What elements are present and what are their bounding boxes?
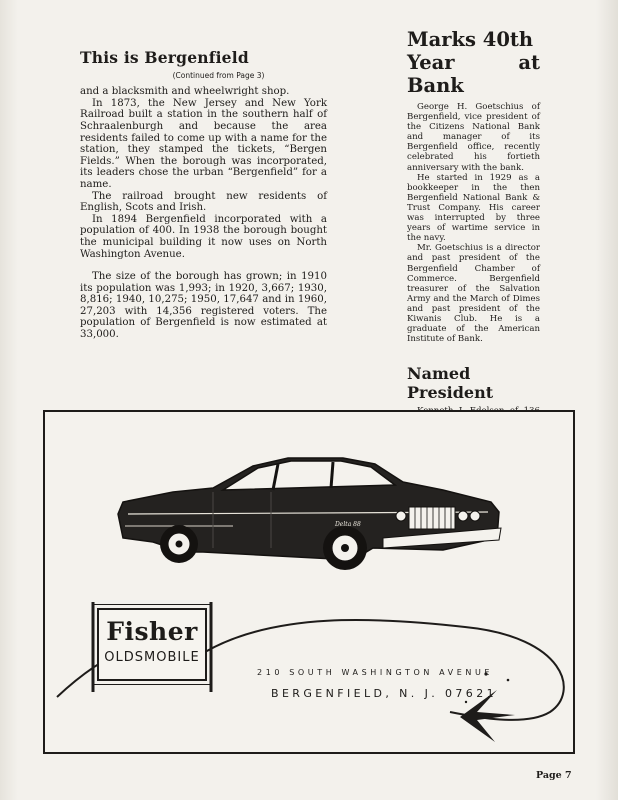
article-paragraph: In 1894 Bergenfield incorporated with a population of 400. In 1938 the borough bought the municipal building it now uses on North Washington Avenue. [80, 213, 327, 260]
article-paragraph: The size of the borough has grown; in 1910 its population was 1,993; in 1920, 3,667; 1930, 8,816; 1940, 10,275; 1950, 17,647 and in 1960, 27,203 with 14,356 registered voters. The population of Bergenfield is now estimated at 33,000. [80, 271, 327, 341]
bank-paragraph: He started in 1929 as a bookkeeper in the then Bergenfield National Bank & Trust Company. His career was interrupted by three years of wartime service in the navy. [407, 172, 540, 244]
dealer-street-address: 210 SOUTH WASHINGTON AVENUE [257, 668, 494, 677]
front-wheel [323, 526, 367, 570]
article-paragraph: and a blacksmith and wheelwright shop. [80, 86, 290, 98]
bank-paragraph: George H. Goetschius of Bergenfield, vice president of the Citizens National Bank and manager of its Bergenfield office, recently celebrated his fortieth anniversary with the bank. [407, 102, 540, 173]
rear-wheel [160, 525, 198, 563]
bank-title-line2: Year at Bank [407, 51, 540, 97]
oldsmobile-car-illustration [113, 452, 505, 572]
bergenfield-article [80, 48, 327, 341]
dealer-advertisement [43, 410, 575, 754]
article-paragraph: In 1873, the New Jersey and New York Railroad built a station in the southern half of Schraalenburgh and because the area residents failed to come up with a name for the station, they stamped the tickets, “Bergen Fields.” When the borough was incorporated, its leaders chose the urban “Bergenfield” for a name. [80, 97, 327, 190]
dealer-brand: OLDSMOBILE [104, 650, 200, 665]
dealer-city-address: BERGENFIELD, N. J. 07621 [271, 687, 498, 700]
dealer-name: Fisher [106, 617, 198, 646]
president-article-title: Named President [407, 364, 494, 403]
article-paragraph: The railroad brought new residents of English, Scots and Irish. [80, 190, 327, 214]
bank-paragraph: Mr. Goetschius is a director and past president of the Bergenfield Chamber of Commerce. Bergenfield treasurer of the Salvation Army and the March of Dimes and past president of the Kiwanis Club. He is a graduate of the American Institute of Bank. [407, 243, 540, 345]
bank-article-title [407, 28, 540, 97]
bank-title-line1: Marks 40th [407, 28, 534, 51]
article-title: This is Bergenfield [80, 48, 249, 67]
continued-note: (Continued from Page 3) [172, 70, 265, 80]
page-number: Page 7 [536, 770, 572, 781]
dealer-sign [97, 608, 207, 681]
car-badge: Delta 88 [335, 521, 361, 528]
